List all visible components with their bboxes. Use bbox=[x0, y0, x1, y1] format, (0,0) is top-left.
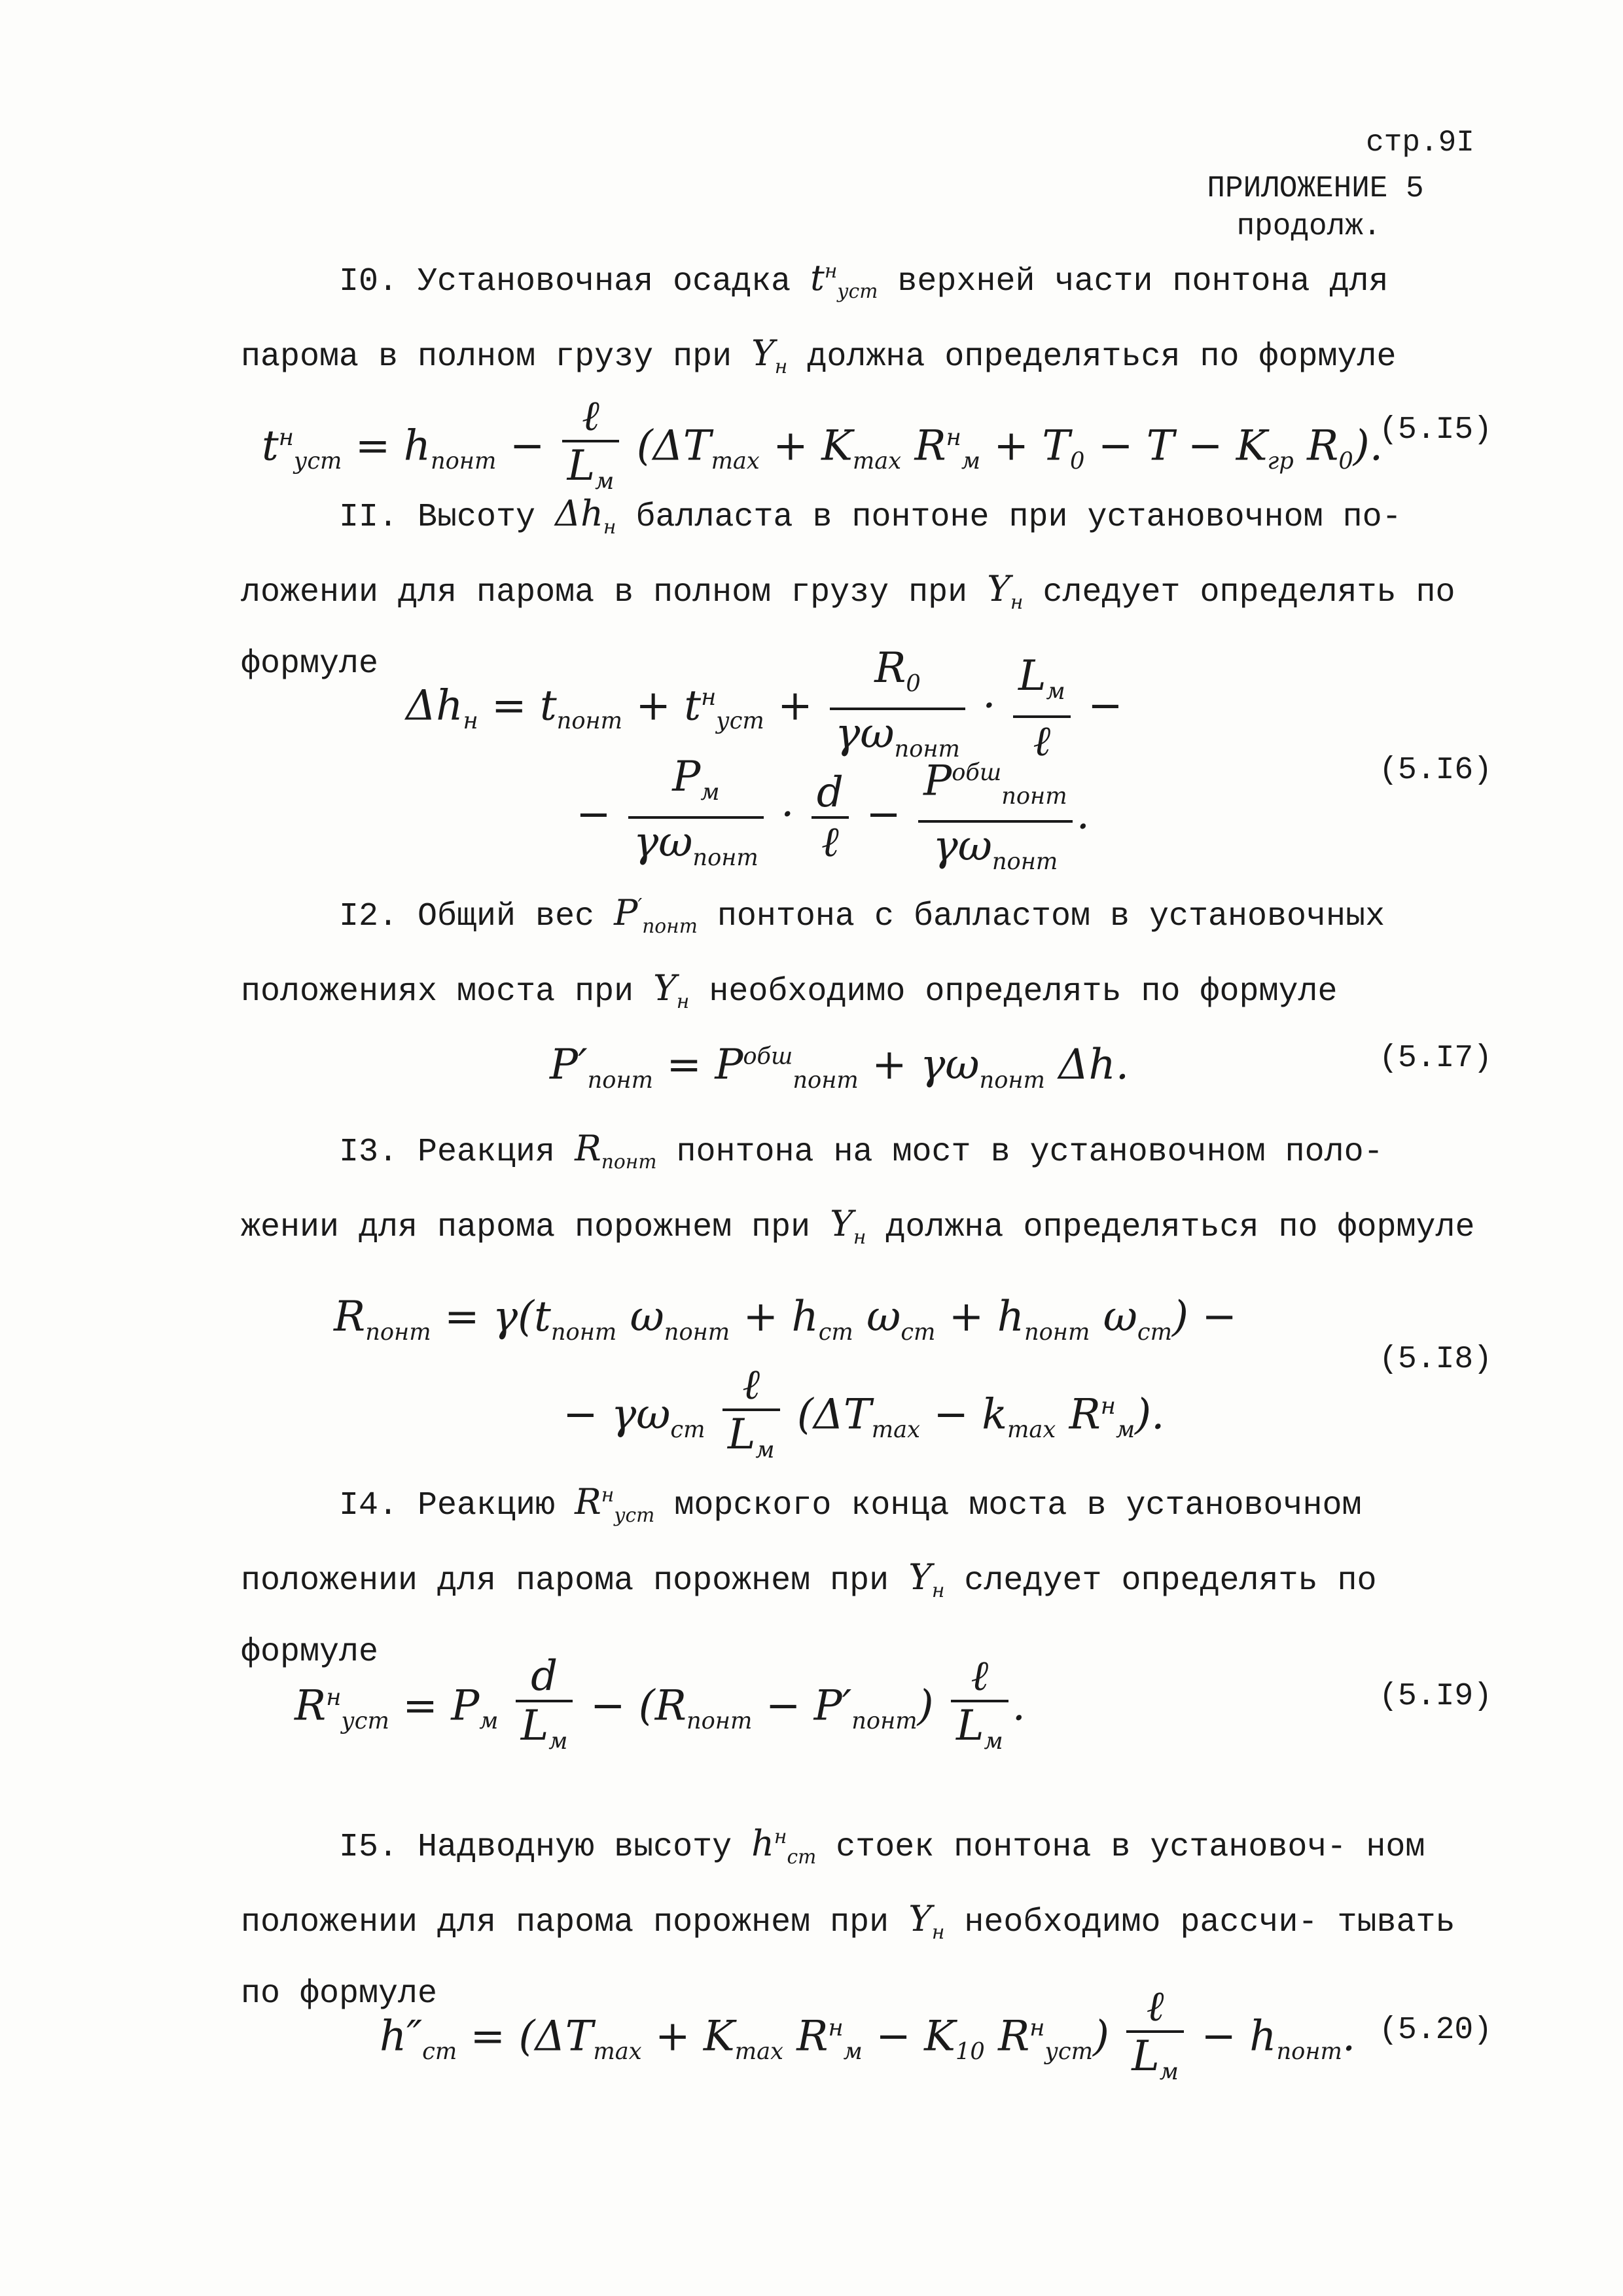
paragraph-14: I4. Реакцию $R^н_{уст}$ морского конца моста в установочном положении для парома порожнем при $Y_н$ следует определять по формуле bbox=[241, 1481, 1377, 1671]
equation-number-5-20: (5.20) bbox=[1379, 2013, 1492, 2048]
equation-number-5-19: (5.I9) bbox=[1379, 1679, 1492, 1714]
appendix-title: ПРИЛОЖЕНИЕ 5 bbox=[1207, 171, 1424, 206]
formula-5-20: $h''_{ст} = (\Delta T_{max} + K_{max}$ $R^н_м - K_{10}$ $R^н_{уст}$) $\frac{\text{ℓ}}{L_м}$ − $h_{понт}$. bbox=[380, 1982, 1356, 2085]
paragraph-12: I2. Общий вес $P'_{понт}$ понтона с балластом в установочных положениях моста при $Y_н$ необходимо определять по формуле bbox=[241, 892, 1385, 1013]
equation-number-5-18: (5.I8) bbox=[1379, 1342, 1492, 1377]
paragraph-10: I0. Установочная осадка $t^н_{уст}$ верхней части понтона для парома в полном грузу при $Y_н$ должна определяться по формуле bbox=[241, 257, 1397, 378]
page-number: стр.9I bbox=[1366, 126, 1474, 160]
formula-5-16-line2: − $\frac{P_м}{\gamma\omega_{понт}}$ · $\frac{d}{\text{ℓ}}$ − $\frac{P^{обш}_{понт}}{\gamma\omega_{понт}}$ . bbox=[576, 749, 1090, 886]
formula-5-18-line2: − $\gamma\omega_{ст}$ $\frac{\text{ℓ}}{L_м}$ ($\Delta T_{max} - k_{max}$ $R^н_м$). bbox=[563, 1361, 1165, 1463]
formula-5-19: $R^н_{уст} = P_м$ $\frac{d}{L_м}$ − $(R_{понт} - P'_{понт})$ $\frac{\text{ℓ}}{L_м}$ . bbox=[294, 1652, 1026, 1755]
formula-5-15: $t^н_{уст} = h_{понт}$ − $\frac{\text{ℓ}}{L_м}$ ($\Delta T_{max} + K_{max}$ $R^н_м + T_0 - T - K_{гр}$ $R_0$). bbox=[262, 392, 1383, 495]
equation-number-5-17: (5.I7) bbox=[1379, 1041, 1492, 1076]
paragraph-11: II. Высоту $\Delta h_н$ балласта в понтоне при установочном по- ложении для парома в полном грузу при $Y_н$ следует определять по формуле bbox=[241, 493, 1455, 683]
equation-number-5-15: (5.I5) bbox=[1379, 412, 1492, 448]
paragraph-13: I3. Реакция $R_{понт}$ понтона на мост в установочном поло- жении для парома порожнем при $Y_н$ должна определяться по формуле bbox=[241, 1128, 1475, 1249]
paragraph-15: I5. Надводную высоту $h^н_{ст}$ стоек понтона в установоч- ном положении для парома порожнем при $Y_н$ необходимо рассчи- тывать по формуле bbox=[241, 1823, 1455, 2013]
appendix-continued: продолж. bbox=[1236, 209, 1382, 243]
formula-5-18-line1: $R_{понт} = \gamma(t_{понт}$ $\omega_{понт} + h_{ст}$ $\omega_{ст} + h_{понт}$ $\omega_{ст}$) − bbox=[334, 1293, 1237, 1346]
formula-5-17: $P'_{понт} = P^{обш}_{понт} + \gamma\omega_{понт}$ Δh. bbox=[550, 1041, 1130, 1094]
formula-5-16-line1: $\Delta h_н = t_{понт} + t^н_{уст}$ + $\frac{R_0}{\gamma\omega_{понт}}$ · $\frac{L_м}{\text{ℓ}}$ − bbox=[406, 644, 1123, 766]
equation-number-5-16: (5.I6) bbox=[1379, 753, 1492, 788]
